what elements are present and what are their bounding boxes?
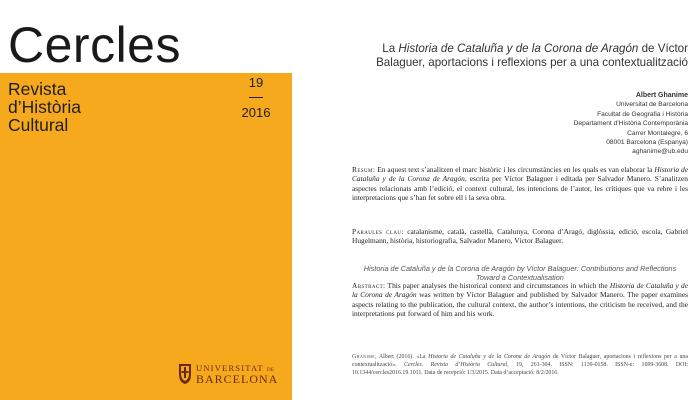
issue-number: 19: [248, 75, 264, 90]
citation-italic: Historia de Cataluña y de la Corona de Aragón: [428, 354, 551, 360]
citation-text: , 19, 261-304. ISSN: 1139-0158. ISSN-e: 1699-3608. DOI: 10.1344/cercles2016.19.1011. Data de recepció: 1/3/2015. Data d’acceptació: 8/2/2016.: [352, 361, 688, 376]
english-title-italic: Historia de Cataluña y de la Corona de Aragón: [363, 264, 515, 273]
author-email[interactable]: aghanime@ub.edu: [632, 148, 688, 156]
article-page: [352, 0, 688, 400]
resum-text: , escrita per Víctor Balaguer i editada per Salvador Manero. S’analitzen aspectes relacionats amb l’edició, el context cultural, les intencions de l’autor, les crítiques que va rebre i les interpretacions que s’han fet sobre ell i la seva obra.: [352, 174, 688, 203]
resum-label: Resum:: [352, 165, 376, 174]
abstract-label: Abstract:: [352, 281, 386, 290]
keywords-label: Paraules clau:: [352, 227, 404, 236]
resum-text: En aquest text s’analitzen el marc històric i les circumstàncies en les quals es van elaborar la: [375, 165, 655, 174]
author-name: Albert Ghanime: [635, 92, 688, 99]
citation-reference: [352, 354, 688, 378]
citation-journal: Cercles. Revista d’Història Cultural: [404, 361, 508, 368]
journal-title: Cercles: [8, 17, 181, 73]
title-italic: Historia de Cataluña y de la Corona de Aragón: [398, 42, 639, 55]
citation-text: , Albert (2016). «La: [375, 354, 429, 360]
subtitle-line: d’Història: [8, 97, 81, 117]
university-name-line1: UNIVERSITAT: [196, 362, 264, 373]
university-name-suffix: DE: [266, 367, 275, 373]
university-logo: [178, 363, 278, 385]
abstract-text: This paper analyses the historical context and circumstances in which the: [385, 281, 610, 290]
author-affiliation: Universitat de Barcelona: [616, 101, 688, 109]
abstract-paragraph: [352, 281, 688, 319]
subtitle-line: Cultural: [8, 115, 69, 135]
citation-author: Ghanime: [352, 354, 376, 360]
title-text: La: [382, 42, 399, 55]
english-title: [352, 264, 688, 282]
issue-divider: [249, 97, 263, 98]
university-crest-icon: [178, 363, 192, 385]
author-affiliation: 08001 Barcelona (Espanya): [606, 139, 688, 147]
title-text: de Víctor Balaguer, aportacions i reflexions per a una contextualització: [376, 42, 688, 69]
resum-italic: Historia de Cataluña y de la Corona de Aragón: [352, 165, 689, 184]
subtitle-line: Revista: [8, 79, 67, 99]
issue-info: [236, 73, 276, 120]
abstract-italic: Historia de Cataluña y de la Corona de Aragón: [352, 281, 688, 300]
abstract-text: was written by Víctor Balaguer and published by Salvador Manero. The paper examines aspects relating to the publication, the cultural context, the author’s intentions, the criticism he received, and the interpretations put forward of him and his work.: [352, 290, 688, 319]
author-affiliation: Facultat de Geografia i Història: [597, 110, 688, 118]
author-affiliation: Departament d’Història Contemporània: [573, 120, 688, 128]
english-title-text: by Víctor Balaguer: Contributions and Reflections Toward a Contextualisation: [476, 264, 677, 283]
keywords-text: catalanisme, català, castellà, Catalunya, Corona d’Aragó, diglòssia, edició, escola, Gabriel Hugelmann, història, historiografia, Salvador Manero, Víctor Balaguer.: [352, 227, 689, 246]
university-name-line2: BARCELONA: [196, 371, 279, 386]
journal-cover: [0, 0, 292, 400]
author-affiliation: Carrer Montalegre, 6: [627, 129, 688, 137]
keywords-paragraph: [352, 227, 688, 246]
citation-text: de Víctor Balaguer, aportacions i reflexions per a una contextualització».: [352, 354, 688, 368]
journal-subtitle: [8, 80, 81, 134]
resum-paragraph: [352, 165, 688, 203]
university-name: [196, 364, 278, 385]
article-title: [368, 42, 688, 69]
author-block: [574, 91, 688, 157]
issue-year: 2016: [241, 105, 271, 120]
